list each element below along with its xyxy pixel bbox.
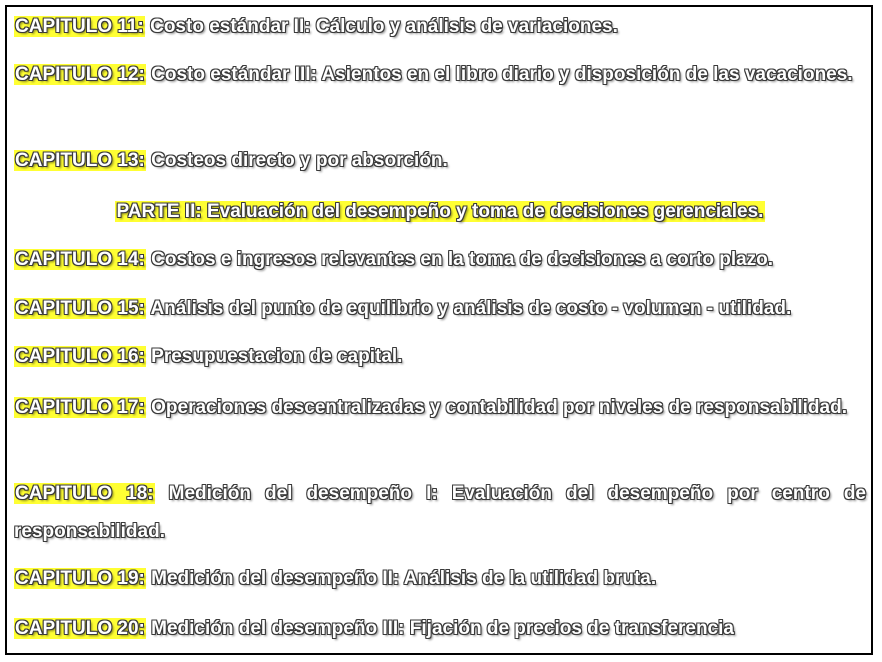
- chapter-12: [14, 56, 866, 94]
- chapter-11: [14, 8, 866, 46]
- chapter-13: [14, 142, 866, 180]
- chapter-14: [14, 241, 866, 279]
- part-heading: [14, 193, 866, 231]
- chapter-title: Costo estándar III: Asientos en el libro diario y disposición de las vacaciones.: [151, 64, 853, 85]
- chapter-19: [14, 560, 866, 598]
- chapter-number: CAPITULO 17:: [15, 397, 145, 418]
- chapter-number: CAPITULO 18:: [15, 483, 154, 504]
- chapter-title: Medición del desempeño I: Evaluación del desempeño por centro de responsabilidad.: [14, 483, 866, 542]
- chapter-number: CAPITULO 13:: [15, 150, 145, 171]
- chapter-title: Medición del desempeño III: Fijación de precios de transferencia: [151, 618, 734, 639]
- chapter-16: [14, 338, 866, 376]
- chapter-title: Medición del desempeño II: Análisis de la utilidad bruta.: [151, 568, 657, 589]
- chapter-18: [14, 475, 866, 551]
- chapter-number: CAPITULO 16:: [15, 346, 145, 367]
- part-title: PARTE II: Evaluación del desempeño y toma de decisiones gerenciales.: [116, 201, 764, 222]
- chapter-number: CAPITULO 14:: [15, 249, 145, 270]
- chapter-title: Costos e ingresos relevantes en la toma de decisiones a corto plazo.: [151, 249, 774, 270]
- chapter-15: [14, 290, 866, 328]
- chapter-title: Presupuestacion de capital.: [151, 346, 403, 367]
- chapter-title: Análisis del punto de equilibrio y análisis de costo - volumen - utilidad.: [150, 298, 792, 319]
- chapter-number: CAPITULO 19:: [15, 568, 145, 589]
- chapter-number: CAPITULO 12:: [15, 64, 145, 85]
- chapter-title: Costo estándar II: Cálculo y análisis de variaciones.: [150, 16, 618, 37]
- chapter-title: Costeos directo y por absorción.: [151, 150, 448, 171]
- chapter-20: [14, 610, 866, 648]
- chapter-number: CAPITULO 15:: [15, 298, 145, 319]
- chapter-17: [14, 389, 866, 427]
- chapter-number: CAPITULO 20:: [15, 618, 145, 639]
- chapter-number: CAPITULO 11:: [15, 16, 144, 37]
- chapter-title: Operaciones descentralizadas y contabilidad por niveles de responsabilidad.: [151, 397, 847, 418]
- content-frame: [5, 5, 873, 655]
